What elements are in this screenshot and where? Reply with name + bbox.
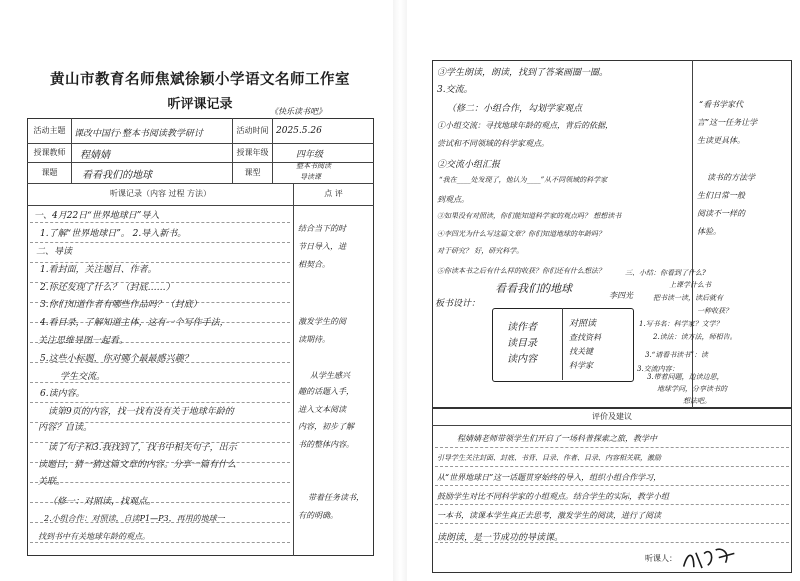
form-subtitle: 听评课记录	[167, 97, 233, 112]
record-line: 5.这些小标题，你对哪个最最感兴趣？	[40, 354, 193, 364]
board-left-line: 读目录	[507, 338, 537, 349]
teacher-label: 授课教师	[33, 147, 66, 157]
record-line: ③学生朗读，朗读，找到了答案画圈一圈。	[437, 68, 609, 78]
board-right-line: 对照读	[569, 319, 597, 329]
board-right-line: 查找资料	[569, 333, 601, 342]
record-line: 关注思维导图一起看。	[38, 336, 129, 346]
record-line: 内容？自读。	[38, 423, 93, 433]
evaluation-line: 鼓励学生对比不同科学家的小组观点。结合学生的实际，教学小组	[437, 492, 669, 501]
comment-line: 进入文本阅读	[298, 405, 346, 414]
teacher-value: 程婧婧	[80, 150, 110, 161]
record-line: 1.看封面，关注题目、作者。	[40, 265, 157, 275]
comment-line: 读期待。	[298, 335, 330, 344]
page-gutter	[393, 0, 407, 581]
record-line: 1.了解“世界地球日”。 2.导入新书。	[40, 229, 187, 239]
record-line: ③如果没有对照读，你们能知道科学家的观点吗？ 想想读书	[437, 212, 622, 220]
board-left-line: 读作者	[507, 322, 537, 333]
board-author: 李四光	[609, 291, 633, 300]
side-note: 2.读法：读方法，师相告。	[653, 333, 737, 341]
grade-value: 四年级	[296, 150, 324, 160]
record-line: 到观点。	[437, 195, 469, 204]
record-line: 关联。	[38, 477, 66, 487]
side-note: 3.交流内容：	[637, 365, 679, 373]
board-right-line: 科学家	[569, 361, 593, 370]
side-note: 把书读一读，读后就有	[653, 294, 723, 302]
record-line: 尝试和不同领域的科学家观点。	[437, 139, 549, 148]
comment-line: 带着任务读书，	[308, 493, 364, 502]
record-line: “我在____处发现了，他认为____”从不同领域的科学家	[439, 176, 608, 184]
comment-line: 有的明确。	[298, 511, 338, 520]
record-line: 读第9页的内容，找一找有没有关于地球年龄的	[48, 407, 234, 417]
side-note: 3.“请看书读书”：读	[645, 351, 708, 359]
record-line: ②交流小组汇报	[437, 160, 501, 170]
board-right-line: 找关键	[569, 347, 593, 356]
board-design-label: 板书设计：	[435, 299, 481, 309]
record-header: 听课记录（内容 过程 方法）	[109, 189, 212, 199]
record-line: 二、导读	[36, 247, 73, 257]
evaluation-line: 引导学生关注封面、封底、书背、目录、作者、目录、内容相关联，激励	[437, 454, 661, 462]
comment-line: 体验。	[697, 227, 721, 236]
evaluation-line: 程婧婧老师带领学生们开启了一场科普探索之旅，教学中	[457, 434, 657, 443]
lesson-label: 课题	[41, 167, 58, 177]
left-page	[0, 0, 393, 581]
listener-label: 听课人：	[645, 554, 677, 563]
comment-line: 言”这一任务让学	[697, 118, 758, 127]
side-note: 1.写书名：科学家？文学？	[639, 320, 723, 328]
record-line: 对于研究？ 好，研究科学。	[437, 247, 524, 255]
comment-header: 点 评	[324, 189, 343, 199]
comment-line: 结合当下的时	[298, 224, 346, 233]
comment-line: 趣的话题入手，	[298, 387, 354, 396]
comment-line: 读书的方法学	[707, 173, 755, 182]
evaluation-line: 一本书，读课本学生真正去思考，激发学生的阅读，进行了阅读	[437, 511, 661, 520]
comment-line: 从学生感兴	[310, 371, 350, 380]
record-line: 6.读内容。	[40, 389, 85, 399]
comment-line: 节日导入，进	[298, 242, 346, 251]
comment-line: 生读更具体。	[697, 136, 745, 145]
board-left-line: 读内容	[507, 354, 537, 365]
record-line: 3.你们知道作者有哪些作品吗？（封底）	[40, 300, 202, 310]
comment-line: 激发学生的阅	[298, 317, 346, 326]
activity-time-label: 活动时间	[236, 125, 269, 135]
record-line: 2.小组合作：对照读，自读P1—P3，再用的地球一	[44, 514, 225, 523]
type-value-2: 导读课	[300, 173, 321, 181]
comment-line: 生们日常一般	[697, 191, 745, 200]
record-line: 找到书中有关地球年龄的观点。	[38, 532, 150, 541]
record-line: 4.看目录，了解知道主体，这有一个写作手法，	[40, 318, 229, 328]
side-note: 3.带着问题，边读边思，	[647, 373, 724, 381]
side-note: 三、小结：你看到了什么?	[625, 269, 706, 277]
record-line: ④李四光为什么写这篇文章？你们知道地球的年龄吗？	[437, 230, 605, 238]
record-line: 学生交流。	[60, 372, 106, 382]
evaluation-title: 评价及建议	[592, 411, 632, 421]
activity-topic-label: 活动主题	[33, 125, 66, 135]
record-line: （修一：对照读，找观点。	[48, 497, 157, 507]
board-title: 看看我们的地球	[495, 282, 572, 295]
grade-label: 授课年级	[236, 147, 269, 157]
record-line: （修二：小组合作，勾划学家观点	[447, 104, 583, 114]
evaluation-line: 从“世界地球日”这一话题贯穿始终的导入，组织小组合作学习，	[437, 473, 662, 482]
side-note: 上课学什么书	[669, 281, 711, 289]
type-value-1: 整本书阅读	[296, 162, 331, 170]
studio-title: 黄山市教育名师焦斌徐颖小学语文名师工作室	[50, 71, 350, 88]
comment-line: “看书学家代	[699, 100, 744, 109]
top-note: 《快乐读书吧》	[270, 107, 326, 116]
record-line: 读题目，猜一猜这篇文章的内容。分享一篇有什么	[38, 460, 237, 470]
evaluation-line: 读朗读，是一节成功的导读课。	[437, 533, 564, 543]
activity-topic-value: 课改中国行·整本书阅读教学研讨	[74, 129, 203, 139]
side-note: 想法吧。	[683, 397, 711, 405]
right-page	[407, 0, 800, 581]
lesson-value: 看看我们的地球	[82, 170, 152, 181]
comment-line: 书的整体内容。	[298, 440, 354, 449]
activity-time-value: 2025.5.26	[276, 126, 322, 136]
record-line: 读了句子和3.我找到了，找书中相关句子，出示	[48, 443, 237, 453]
record-line: 一、4月22日“世界地球日”导入	[34, 211, 160, 221]
record-line: 3.交流。	[437, 85, 473, 95]
record-line: ⑤你读本书之后有什么样的收获？你们还有什么想法？	[437, 267, 605, 275]
type-label: 课型	[244, 167, 261, 177]
side-note: 地球学问，分享读书的	[657, 385, 727, 393]
record-line: ①小组交流：寻找地球年龄的观点，背后的依据，	[437, 121, 613, 130]
comment-line: 内容，初步了解	[298, 422, 354, 431]
comment-line: 阅读不一样的	[697, 209, 745, 218]
comment-line: 相契合。	[298, 260, 330, 269]
side-note: 一种收获？	[697, 307, 732, 315]
record-line: 2.你还发现了什么？（封底……）	[40, 283, 175, 293]
